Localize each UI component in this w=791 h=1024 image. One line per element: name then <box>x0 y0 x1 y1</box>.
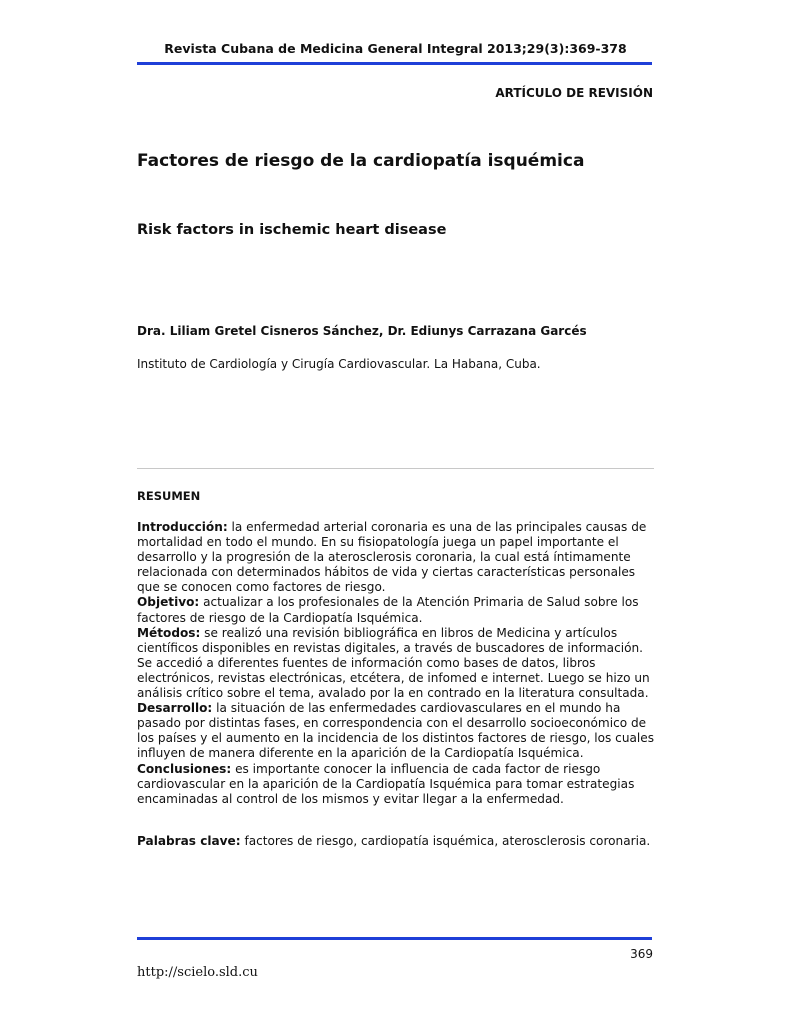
footer-divider <box>137 937 652 940</box>
abstract-label: Objetivo: <box>137 595 200 610</box>
page-number: 369 <box>630 947 653 961</box>
abstract-metodos <box>137 626 657 701</box>
abstract-label: Conclusiones: <box>137 761 232 776</box>
abstract-conclusiones <box>137 762 657 807</box>
footer-url-link[interactable]: http://scielo.sld.cu <box>137 965 258 980</box>
abstract-desarrollo <box>137 701 657 761</box>
section-type-label: ARTÍCULO DE REVISIÓN <box>495 86 653 100</box>
abstract-text: es importante conocer la influencia de cada factor de riesgo cardiovascular en la aparición de la Cardiopatía Isquémica para tomar estrategias encaminadas al control de los mismos y evitar llegar a la enfermedad. <box>137 761 635 806</box>
abstract-label: Métodos: <box>137 625 201 640</box>
abstract-text: actualizar a los profesionales de la Atención Primaria de Salud sobre los factores de riesgo de la Cardiopatía Isquémica. <box>137 595 639 625</box>
affiliation: Instituto de Cardiología y Cirugía Cardiovascular. La Habana, Cuba. <box>137 357 541 371</box>
abstract-objetivo <box>137 595 657 625</box>
abstract-label: Desarrollo: <box>137 701 213 716</box>
article-title-english: Risk factors in ischemic heart disease <box>137 222 447 238</box>
abstract-text: se realizó una revisión bibliográfica en libros de Medicina y artículos científicos disponibles en revistas digitales, a través de buscadores de información. Se accedió a diferentes fuentes de información como bases de datos, libros electrónicos, revistas electrónicas, etcétera, de infomed e internet. Luego se hizo un análisis crítico sobre el tema, avalado por la en contrado en la literatura consultada. <box>137 625 650 701</box>
abstract-text: la enfermedad arterial coronaria es una de las principales causas de mortalidad en todo el mundo. En su fisiopatología juega un papel importante el desarrollo y la progresión de la aterosclerosis coronaria, la cual está íntimamente relacionada con determinados hábitos de vida y ciertas características personales que se conocen como factores de riesgo. <box>137 520 647 595</box>
keywords-label: Palabras clave: <box>137 834 241 848</box>
article-title-spanish: Factores de riesgo de la cardiopatía isquémica <box>137 151 585 171</box>
abstract-text: la situación de las enfermedades cardiovasculares en el mundo ha pasado por distintas fases, en correspondencia con el desarrollo socioeconómico de los países y el aumento en la incidencia de los distintos factores de riesgo, los cuales influyen de manera diferente en la aparición de la Cardiopatía Isquémica. <box>137 701 655 761</box>
section-divider <box>137 468 654 469</box>
abstract-introduccion <box>137 520 657 595</box>
abstract-heading: RESUMEN <box>137 489 201 503</box>
abstract-label: Introducción: <box>137 520 228 534</box>
journal-header: Revista Cubana de Medicina General Integral 2013;29(3):369-378 <box>164 41 627 56</box>
header-divider <box>137 62 652 65</box>
abstract-body <box>137 520 657 807</box>
keywords <box>137 834 662 849</box>
keywords-text: factores de riesgo, cardiopatía isquémica, aterosclerosis coronaria. <box>240 834 651 848</box>
authors: Dra. Liliam Gretel Cisneros Sánchez, Dr. Ediunys Carrazana Garcés <box>137 324 587 338</box>
